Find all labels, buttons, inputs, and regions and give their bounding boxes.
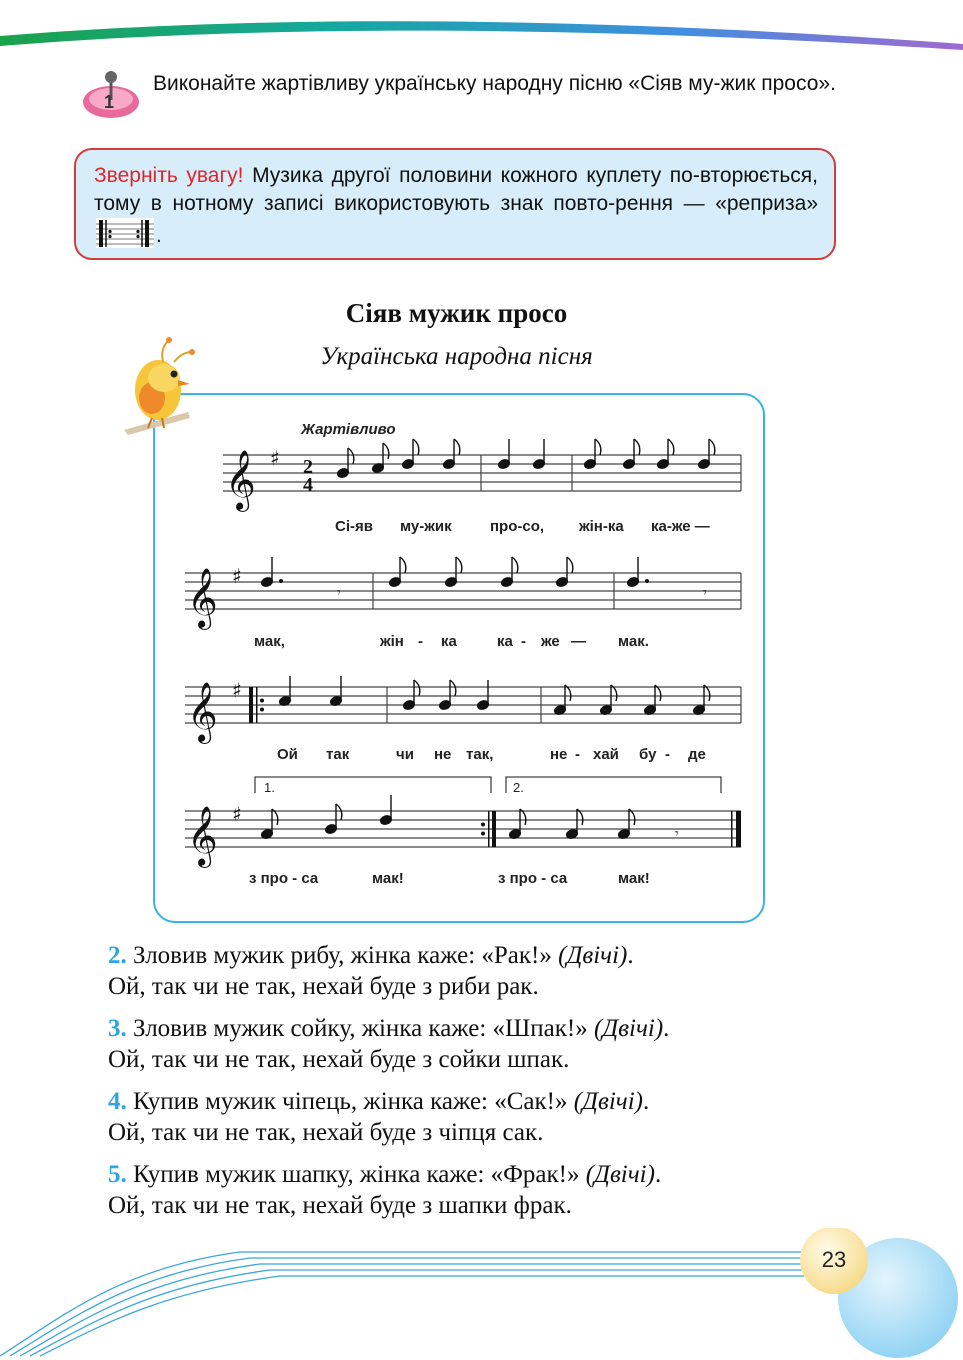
repeat-sign-icon xyxy=(96,218,154,248)
lyric-syllable: мак, xyxy=(254,633,285,650)
volta-bracket-2 xyxy=(506,777,721,793)
lyric-syllable: так xyxy=(326,746,350,763)
notes-system-2 xyxy=(260,557,707,601)
verse-number: 5. xyxy=(108,1161,127,1188)
lyric-syllable: де xyxy=(688,746,706,763)
lyric-syllable: з про - са xyxy=(249,870,319,887)
verse-4 xyxy=(108,1086,868,1148)
verse-punct: . xyxy=(627,942,634,969)
verse-line-2: Ой, так чи не так, нехай буде з шапки фрак. xyxy=(108,1192,572,1219)
key-signature-sharp: ♯ xyxy=(270,446,280,470)
attention-note-text xyxy=(94,162,818,250)
treble-clef-icon: 𝄞 xyxy=(187,568,218,628)
song-title: Сіяв мужик просо xyxy=(345,298,568,328)
verse-punct: . xyxy=(654,1161,662,1188)
verse-line-1: Зловив мужик сойку, жінка каже: «Шпак!» xyxy=(126,1015,594,1042)
lyric-syllable: з про - са xyxy=(498,870,568,887)
lyrics-line-4 xyxy=(249,870,650,887)
page-number: 23 xyxy=(821,1247,847,1272)
time-signature-top: 2 xyxy=(303,456,313,478)
verse-2 xyxy=(108,940,868,1002)
key-signature-sharp: ♯ xyxy=(232,564,242,588)
lyric-syllable: — xyxy=(571,633,586,650)
verse-line-1: Купив мужик шапку, жінка каже: «Фрак!» xyxy=(126,1161,586,1188)
attention-body: Музика другої половини кожного куплету по-вторюється, тому в нотному записі використовують знак повто-рення — «реприза» xyxy=(94,164,819,215)
microphone-icon xyxy=(80,66,142,122)
tempo-marking: Жартівливо xyxy=(301,421,396,438)
lyric-syllable: жін xyxy=(380,633,404,650)
verse-repeat-note: (Двічі) xyxy=(573,1088,643,1115)
staff-4 xyxy=(185,811,741,847)
lyric-syllable: - xyxy=(418,633,423,650)
lyric-syllable: мак. xyxy=(618,633,649,650)
lyric-syllable: - xyxy=(575,746,580,763)
lyric-syllable: бу xyxy=(639,746,657,763)
treble-clef-icon: 𝄞 xyxy=(187,682,218,742)
key-signature-sharp: ♯ xyxy=(232,802,242,826)
staff-3 xyxy=(185,687,741,723)
bird-illustration xyxy=(118,332,200,436)
lyric-syllable: так, xyxy=(466,746,494,763)
lyric-syllable: же xyxy=(541,633,560,650)
verse-number: 2. xyxy=(108,942,127,969)
treble-clef-icon: 𝄞 xyxy=(187,806,218,866)
lyric-syllable: - xyxy=(665,746,670,763)
lyric-syllable: ка xyxy=(441,633,457,650)
lyric-syllable: хай xyxy=(593,746,619,763)
verse-3 xyxy=(108,1013,868,1075)
verse-line-1: Зловив мужик рибу, жінка каже: «Рак!» xyxy=(126,942,559,969)
verse-repeat-note: (Двічі) xyxy=(593,1015,664,1042)
sheet-music xyxy=(153,393,765,923)
lyrics-line-1 xyxy=(335,518,710,535)
key-signature-sharp: ♯ xyxy=(232,678,242,702)
verse-line-2: Ой, так чи не так, нехай буде з риби рак. xyxy=(108,973,539,1000)
task-text: Виконайте жартівливу українську народну пісню «Сіяв му-жик просо». xyxy=(153,72,836,95)
verse-repeat-note: (Двічі) xyxy=(585,1161,655,1188)
lyric-syllable: - xyxy=(521,633,526,650)
final-barline xyxy=(731,811,741,847)
svg-text:𝄾: 𝄾 xyxy=(675,826,679,842)
volta-bracket-1 xyxy=(255,777,491,793)
lyrics-line-2 xyxy=(254,633,649,650)
verse-line-1: Купив мужик чіпець, жінка каже: «Сак!» xyxy=(126,1088,574,1115)
lyric-syllable: ка-же — xyxy=(651,518,710,535)
lyric-syllable: про-со, xyxy=(490,518,545,535)
notes-system-4 xyxy=(260,795,679,842)
lyric-syllable: не xyxy=(434,746,452,763)
lyric-syllable: мак! xyxy=(372,870,404,887)
song-subtitle: Українська народна пісня xyxy=(320,343,593,370)
svg-text:𝄾: 𝄾 xyxy=(703,585,707,601)
verse-punct: . xyxy=(663,1015,670,1042)
lyric-syllable: Ой xyxy=(277,746,298,763)
volta-2-label: 2. xyxy=(513,780,524,795)
lyric-syllable: не xyxy=(550,746,568,763)
verse-repeat-note: (Двічі) xyxy=(558,942,628,969)
lyric-syllable: ка xyxy=(497,633,513,650)
lyrics-line-3 xyxy=(277,746,706,763)
verse-number: 3. xyxy=(108,1015,127,1042)
time-signature-bottom: 4 xyxy=(303,474,313,496)
svg-text:𝄾: 𝄾 xyxy=(337,585,341,601)
lyric-syllable: чи xyxy=(396,746,414,763)
verse-5 xyxy=(108,1159,868,1221)
top-wave-decoration xyxy=(0,0,963,60)
svg-text:1: 1 xyxy=(104,92,115,112)
lyric-syllable: му-жик xyxy=(400,518,452,535)
lyric-syllable: мак! xyxy=(618,870,650,887)
attention-end: . xyxy=(156,224,162,247)
treble-clef-icon: 𝄞 xyxy=(225,450,256,510)
verse-line-2: Ой, так чи не так, нехай буде з сойки шпак. xyxy=(108,1046,570,1073)
verse-number: 4. xyxy=(108,1088,127,1115)
verse-punct: . xyxy=(642,1088,650,1115)
lyric-syllable: Сі-яв xyxy=(335,518,373,535)
volta-1-label: 1. xyxy=(264,780,275,795)
verse-line-2: Ой, так чи не так, нехай буде з чіпця сак. xyxy=(108,1119,544,1146)
lyric-syllable: жін-ка xyxy=(579,518,624,535)
attention-highlight: Зверніть увагу! xyxy=(94,164,244,187)
